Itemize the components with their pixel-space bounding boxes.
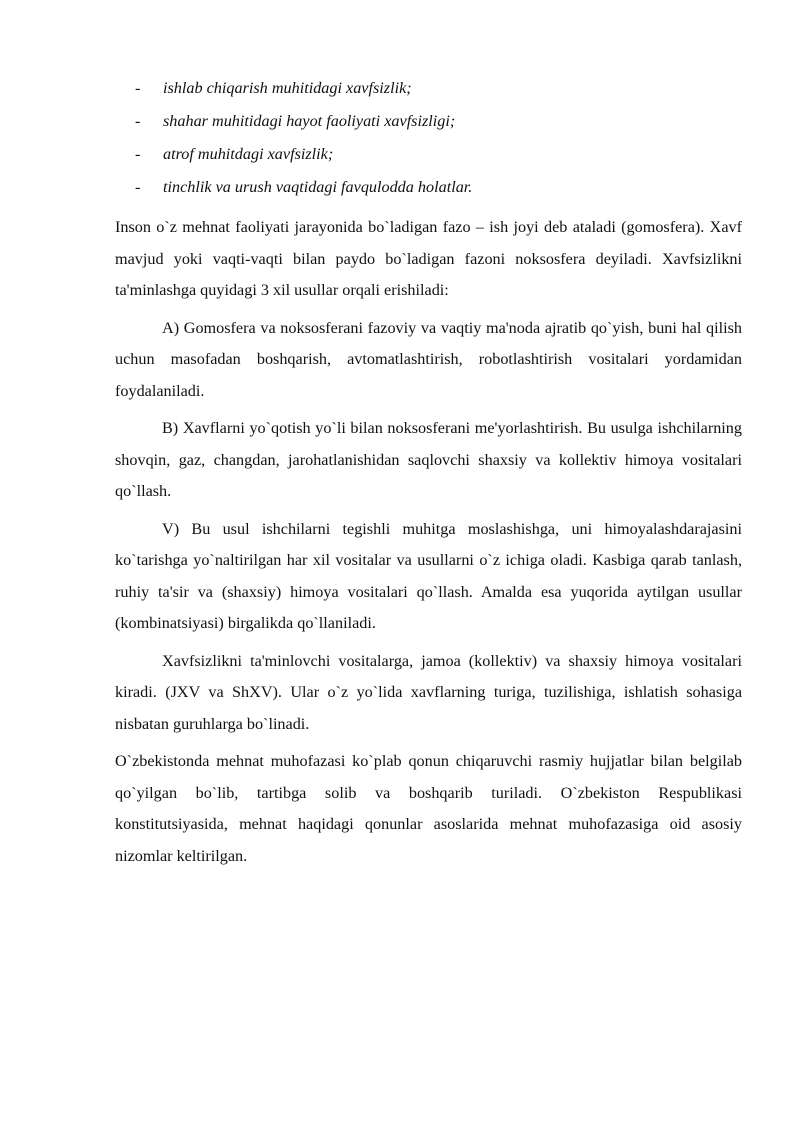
list-item-text: tinchlik va urush vaqtidagi favqulodda holatlar. xyxy=(163,178,473,196)
list-item-text: atrof muhitdagi xavfsizlik; xyxy=(163,145,334,163)
list-item xyxy=(115,138,742,171)
bullet-dash: - xyxy=(135,79,141,97)
list-item xyxy=(115,72,742,105)
list-item-text: shahar muhitidagi hayot faoliyati xavfsizligi; xyxy=(163,112,456,130)
list-item xyxy=(115,105,742,138)
document-page xyxy=(115,72,742,872)
bullet-dash: - xyxy=(135,112,141,130)
bullet-dash: - xyxy=(135,178,141,196)
paragraph-method-v: V) Bu usul ishchilarni tegishli muhitga moslashishga, uni himoyalashdarajasini ko`tarishga yo`naltirilgan har xil vositalar va usullarni o`z ichiga oladi. Kasbiga qarab tanlash, ruhiy ta'sir va (shaxsiy) himoya vositalari qo`llash. Amalda esa yuqorida aytilgan usullar (kombinatsiyasi) birgalikda qo`llaniladi. xyxy=(115,519,742,632)
paragraph-legislation: O`zbekistonda mehnat muhofazasi ko`plab qonun chiqaruvchi rasmiy hujjatlar bilan belgilab qo`yilgan bo`lib, tartibga solib va boshqarib turiladi. O`zbekiston Respublikasi konstitutsiyasida, mehnat haqidagi qonunlar asoslarida mehnat muhofazasiga oid asosiy nizomlar keltirilgan. xyxy=(115,752,742,865)
paragraph-method-b: B) Xavflarni yo`qotish yo`li bilan noksosferani me'yorlashtirish. Bu usulga ishchilarning shovqin, gaz, changdan, jarohatlanishidan saqlovchi shaxsiy va kollektiv himoya vositalari qo`llash. xyxy=(115,419,742,500)
paragraph-workspace-definition: Inson o`z mehnat faoliyati jarayonida bo`ladigan fazo – ish joyi deb ataladi (gomosfera). Xavf mavjud yoki vaqti-vaqti bilan paydo bo`ladigan fazoni noksosfera deyiladi. Xavfsizlikni ta'minlashga quyidagi 3 xil usullar orqali erishiladi: xyxy=(115,218,742,299)
paragraph-method-a: A) Gomosfera va noksosferani fazoviy va vaqtiy ma'noda ajratib qo`yish, buni hal qilish uchun masofadan boshqarish, avtomatlashtirish, robotlashtirish vositalari yordamidan foydalaniladi. xyxy=(115,318,742,400)
bullet-dash: - xyxy=(135,145,141,163)
paragraph-protection-means: Xavfsizlikni ta'minlovchi vositalarga, jamoa (kollektiv) va shaxsiy himoya vositalari kiradi. (JXV va ShXV). Ular o`z yo`lida xavflarning turiga, tuzilishiga, ishlatish sohasiga nisbatan guruhlarga bo`linadi. xyxy=(115,651,742,733)
hazard-list xyxy=(115,72,742,204)
list-item xyxy=(115,171,742,204)
list-item-text: ishlab chiqarish muhitidagi xavfsizlik; xyxy=(163,79,412,97)
